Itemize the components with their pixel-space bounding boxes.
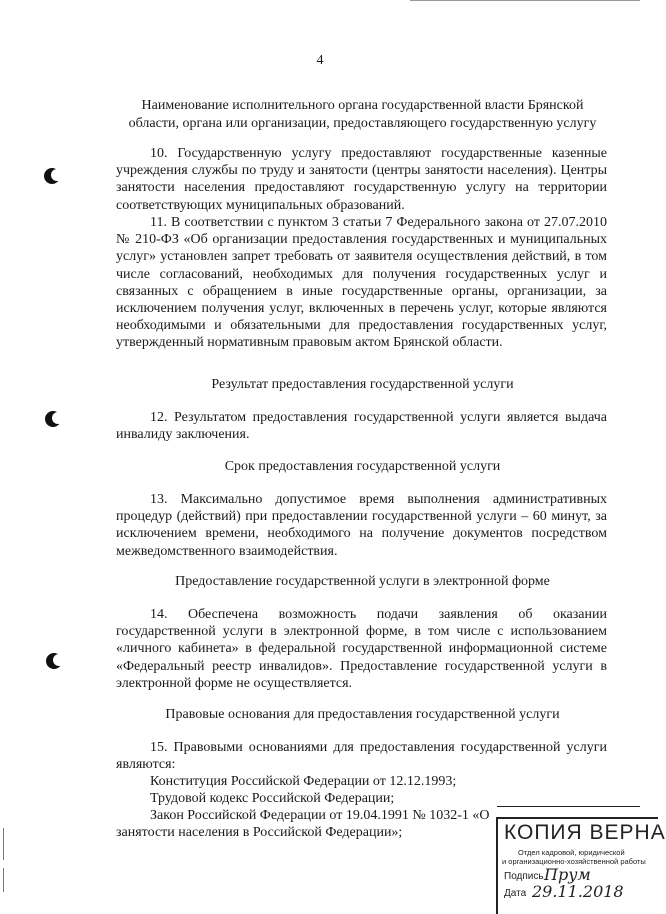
heading-electronic-form: Предоставление государственной услуги в электронной форме — [175, 574, 550, 589]
heading-term: Срок предоставления государственной услуги — [224, 459, 501, 474]
paragraph-10: 10. Государственную услугу предоставляют государственные казенные учреждения службы по труду и занятости (центры занятости населения). Центры занятости населения предоставляют государственную услугу на территории соответствующих муниципальных образований. — [116, 146, 607, 213]
margin-mark — [3, 828, 4, 860]
heading-result: Результат предоставления государственной услуги — [211, 377, 514, 392]
paragraph-11: 11. В соответствии с пунктом 3 статьи 7 Федерального закона от 27.07.2010 № 210-ФЗ «Об организации предоставления государственных и муниципальных услуг» установлен запрет требовать от заявителя осуществления действий, в том числе согласований, необходимых для получения государственных услуг и связанных с обращением в иные государственные органы, организации, за исключением получения услуг, включенных в перечень услуг, которые являются необходимыми и обязательными для предоставления государственных услуг, утвержденный нормативным правовым актом Брянской области. — [116, 215, 607, 351]
law-item-constitution: Конституция Российской Федерации от 12.12.1993; — [150, 774, 457, 789]
stamp-date-label: Дата — [504, 888, 527, 899]
law-item-labor-code: Трудовой кодекс Российской Федерации; — [150, 791, 395, 806]
heading-legal-grounds: Правовые основания для предоставления государственной услуги — [165, 707, 560, 722]
paragraph-12: 12. Результатом предоставления государственной услуги является выдача инвалиду заключения. — [116, 410, 607, 443]
stamp-date: 29.11.2018 — [532, 882, 624, 901]
paragraph-13: 13. Максимально допустимое время выполнения административных процедур (действий) при предоставлении государственной услуги – 60 минут, за исключением времени, необходимого на получение документов посредством межведомственного взаимодействия. — [116, 492, 607, 559]
paragraph-14: 14. Обеспечена возможность подачи заявления об оказании государственной услуги в электронной форме, в том числе с использованием «личного кабинета» в федеральной государственной информационной системе «Федеральный реестр инвалидов». Предоставление государственной услуги в электронной форме не осуществляется. — [116, 607, 607, 691]
stamp-signature-label: Подпись — [504, 871, 544, 882]
punch-hole-icon — [44, 168, 60, 184]
heading-executive-body: Наименование исполнительного органа государственной власти Брянской области, органа или организации, предоставляющего государственную услугу — [128, 98, 597, 131]
punch-hole-icon — [45, 411, 61, 427]
paragraph-15: 15. Правовыми основаниями для предоставления государственной услуги являются: — [116, 740, 607, 773]
punch-hole-icon — [46, 653, 62, 669]
stamp-signature: Прум — [544, 865, 591, 884]
top-edge-line — [410, 0, 640, 1]
page-number: 4 — [316, 53, 324, 68]
stamp-title: КОПИЯ ВЕРНА — [504, 821, 666, 844]
stamp-department-line2: и организационно-хозяйственной работы — [502, 857, 646, 866]
stamp-department-line1: Отдел кадровой, юридической — [518, 848, 625, 857]
copy-certified-stamp — [496, 817, 666, 914]
strike-line — [497, 806, 640, 807]
margin-mark — [3, 868, 4, 892]
law-item-employment-law: Закон Российской Федерации от 19.04.1991 № 1032-1 «О занятости населения в Российской Федерации»; — [116, 808, 490, 841]
